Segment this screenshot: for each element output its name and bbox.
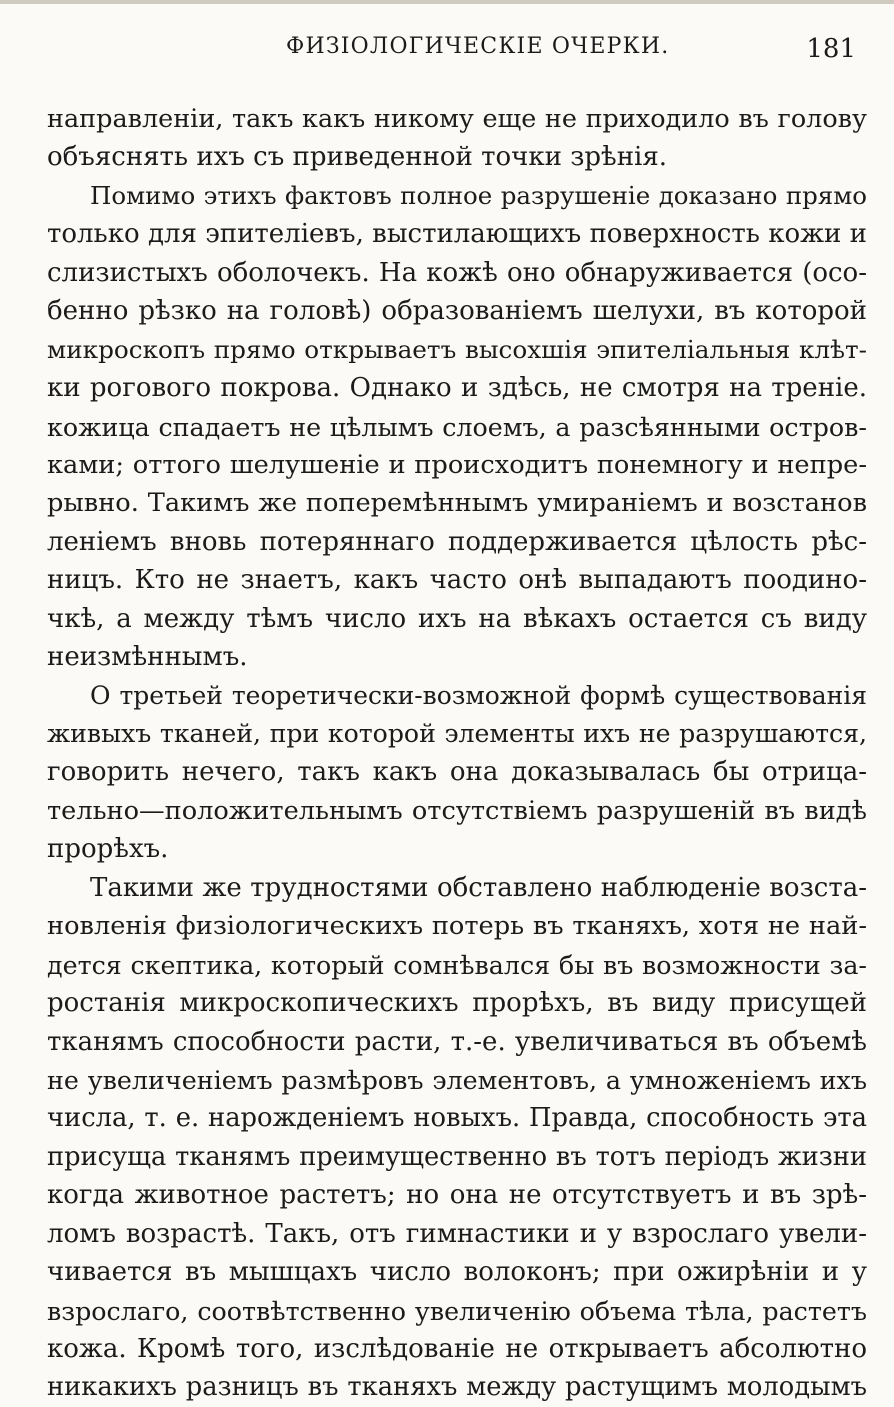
text-line: ростанія микроскопическихъ прорѣхъ, въ виду присущей — [47, 988, 867, 1019]
text-line: тельно—положительнымъ отсутствіемъ разрушеній въ видѣ — [47, 795, 867, 826]
text-line: микроскопъ прямо открываетъ высохшія эпителіальныя клѣт- — [47, 334, 867, 364]
text-line: тканямъ способности расти, т.-е. увеличиваться въ объемѣ — [47, 1026, 867, 1057]
text-line: бенно рѣзко на головѣ) образованіемъ шелухи, въ которой — [47, 296, 867, 327]
text-line: только для эпителіевъ, выстилающихъ поверхность кожи и — [47, 219, 867, 250]
text-line: никакихъ разницъ въ тканяхъ между растущимъ молодымъ — [47, 1372, 867, 1403]
text-line: новленія физіологическихъ потерь въ тканяхъ, хотя не най- — [47, 911, 867, 942]
text-line: ками; оттого шелушеніе и происходитъ понемногу и непре- — [47, 449, 867, 480]
text-line: объяснять ихъ съ приведенной точки зрѣнія. — [47, 142, 668, 173]
text-line: ницъ. Кто не знаетъ, какъ часто онѣ выпадаютъ поодино- — [47, 565, 867, 596]
text-line: направленіи, такъ какъ никому еще не приходило въ голову — [47, 104, 867, 134]
text-line: О третьей теоретически-возможной формѣ существованія — [90, 680, 867, 710]
text-line: Помимо этихъ фактовъ полное разрушеніе доказано прямо — [90, 180, 867, 210]
text-line: неизмѣннымъ. — [47, 642, 248, 673]
text-line: дется скептика, который сомнѣвался бы въ возможности за- — [47, 949, 867, 980]
text-line: слизистыхъ оболочекъ. На кожѣ оно обнаруживается (осо- — [47, 257, 867, 288]
text-line: кожица спадаетъ не цѣлымъ слоемъ, а разсѣянными остров- — [47, 411, 867, 442]
running-head — [0, 34, 894, 74]
text-line: когда животное растетъ; но она не отсутствуетъ и въ зрѣ- — [47, 1180, 867, 1211]
text-line: леніемъ вновь потеряннаго поддерживается цѣлость рѣс- — [47, 526, 867, 557]
text-line: чкѣ, а между тѣмъ число ихъ на вѣкахъ остается съ виду — [47, 603, 867, 634]
text-line: рывно. Такимъ же поперемѣннымъ умираніемъ и возстанов — [47, 488, 867, 519]
text-line: ломъ возрастѣ. Такъ, отъ гимнастики и у взрослаго увели- — [47, 1218, 867, 1249]
body-text — [47, 100, 867, 1407]
top-edge-rule — [0, 0, 894, 4]
text-line: ки рогового покрова. Однако и здѣсь, не смотря на треніе. — [47, 373, 867, 404]
text-line: не увеличеніемъ размѣровъ элементовъ, а умноженіемъ ихъ — [47, 1064, 867, 1095]
text-line: числа, т. е. нарожденіемъ новыхъ. Правда, способность эта — [47, 1103, 867, 1134]
text-line: присуща тканямъ преимущественно въ тотъ періодъ жизни — [47, 1141, 867, 1172]
text-line: кожа. Кромѣ того, изслѣдованіе не открываетъ абсолютно — [47, 1334, 867, 1364]
text-line: прорѣхъ. — [47, 834, 169, 865]
text-line: взрослаго, соотвѣтственно увеличенію объема тѣла, растетъ — [47, 1295, 867, 1326]
page-number: 181 — [806, 34, 856, 64]
text-line: чивается въ мышцахъ число волоконъ; при ожирѣніи и у — [47, 1257, 867, 1288]
running-title: ФИЗІОЛОГИЧЕСКІЕ ОЧЕРКИ. — [286, 34, 670, 59]
text-line: говорить нечего, такъ какъ она доказывалась бы отрица- — [47, 757, 867, 788]
text-line: живыхъ тканей, при которой элементы ихъ не разрушаются, — [47, 719, 867, 748]
text-line: Такими же трудностями обставлено наблюденіе возста- — [90, 872, 867, 903]
